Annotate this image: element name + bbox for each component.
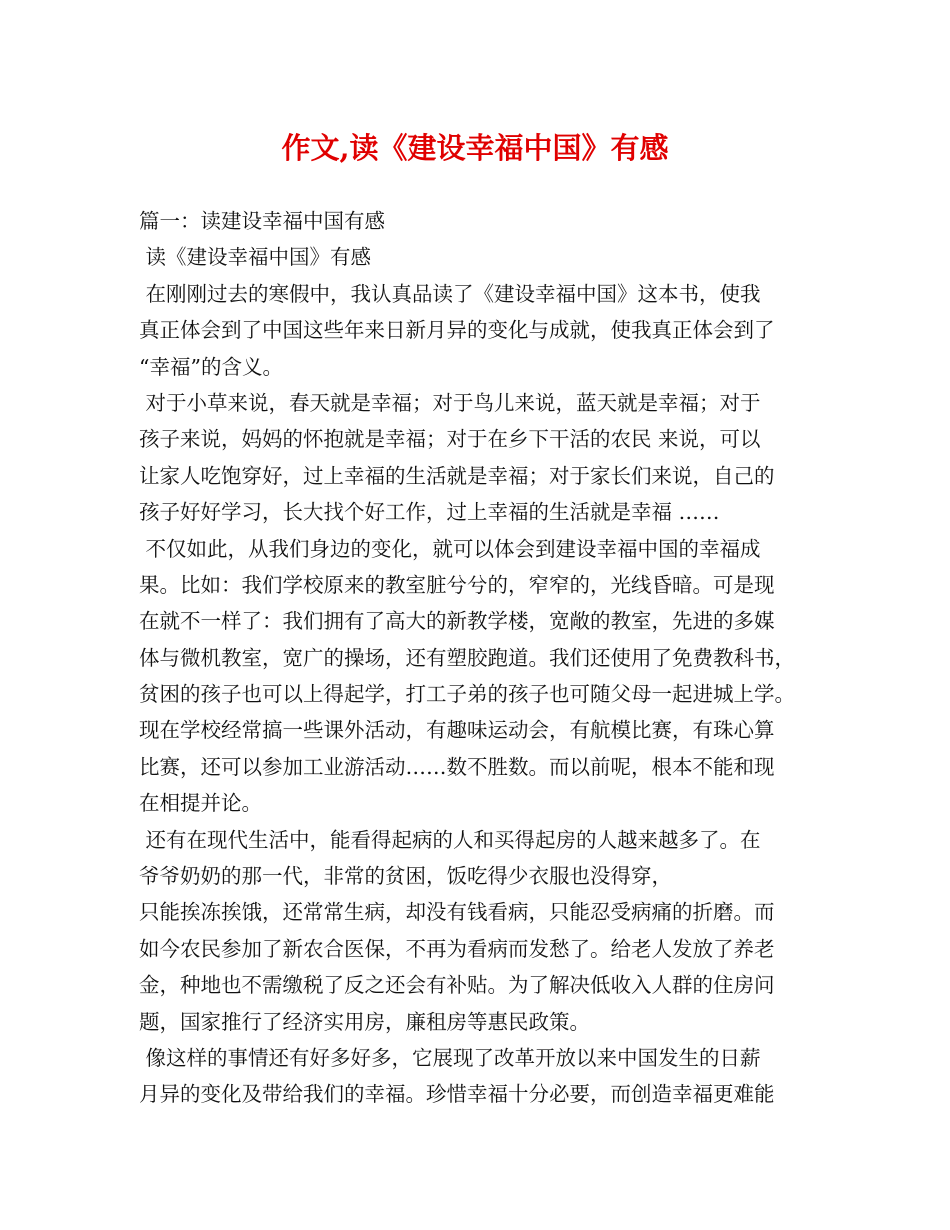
- body-line: 在就不一样了：我们拥有了高大的新教学楼，宽敞的教室，先进的多媒: [139, 609, 775, 634]
- body-line: 金，种地也不需缴税了反之还会有补贴。为了解决低收入人群的住房问: [139, 973, 775, 998]
- body-line: 如今农民参加了新农合医保，不再为看病而发愁了。给老人发放了养老: [139, 936, 775, 961]
- body-line: 像这样的事情还有好多好多，它展现了改革开放以来中国发生的日薪: [139, 1045, 761, 1070]
- body-line: 让家人吃饱穿好，过上幸福的生活就是幸福；对于家长们来说，自己的: [139, 463, 775, 488]
- body-line: 题，国家推行了经济实用房，廉租房等惠民政策。: [139, 1009, 590, 1034]
- body-line: 爷爷奶奶的那一代，非常的贫困，饭吃得少衣服也没得穿，: [139, 864, 672, 889]
- document-title: 作文,读《建设幸福中国》有感: [281, 131, 669, 165]
- body-line: 对于小草来说，春天就是幸福；对于鸟儿来说，蓝天就是幸福；对于: [139, 390, 761, 415]
- body-line: 读《建设幸福中国》有感: [139, 245, 372, 270]
- body-line: 比赛，还可以参加工业游活动……数不胜数。而以前呢，根本不能和现: [139, 754, 775, 779]
- body-line: 孩子来说，妈妈的怀抱就是幸福；对于在乡下干活的农民 来说，可以: [139, 427, 761, 452]
- body-line: 真正体会到了中国这些年来日新月异的变化与成就，使我真正体会到了: [139, 318, 775, 343]
- body-line: 只能挨冻挨饿，还常常生病，却没有钱看病，只能忍受病痛的折磨。而: [139, 900, 775, 925]
- body-line: 还有在现代生活中，能看得起病的人和买得起房的人越来越多了。在: [139, 827, 761, 852]
- body-line: 贫困的孩子也可以上得起学，打工子弟的孩子也可随父母一起进城上学。: [139, 682, 795, 707]
- body-line: 体与微机教室，宽广的操场，还有塑胶跑道。我们还使用了免费教科书，: [139, 645, 795, 670]
- body-line: 现在学校经常搞一些课外活动，有趣味运动会，有航模比赛，有珠心算: [139, 718, 775, 743]
- body-line: 月异的变化及带给我们的幸福。珍惜幸福十分必要，而创造幸福更难能: [139, 1082, 775, 1107]
- body-line: “幸福”的含义。: [139, 354, 283, 379]
- body-line: 在刚刚过去的寒假中，我认真品读了《建设幸福中国》这本书，使我: [139, 281, 761, 306]
- body-line: 孩子好好学习，长大找个好工作，过上幸福的生活就是幸福 ……: [139, 500, 720, 525]
- document-body: [139, 203, 839, 1113]
- body-line: 在相提并论。: [139, 791, 262, 816]
- body-line: 不仅如此，从我们身边的变化，就可以体会到建设幸福中国的幸福成: [139, 536, 761, 561]
- body-line: 篇一：读建设幸福中国有感: [139, 209, 385, 233]
- body-line: 果。比如：我们学校原来的教室脏兮兮的，窄窄的，光线昏暗。可是现: [139, 572, 775, 597]
